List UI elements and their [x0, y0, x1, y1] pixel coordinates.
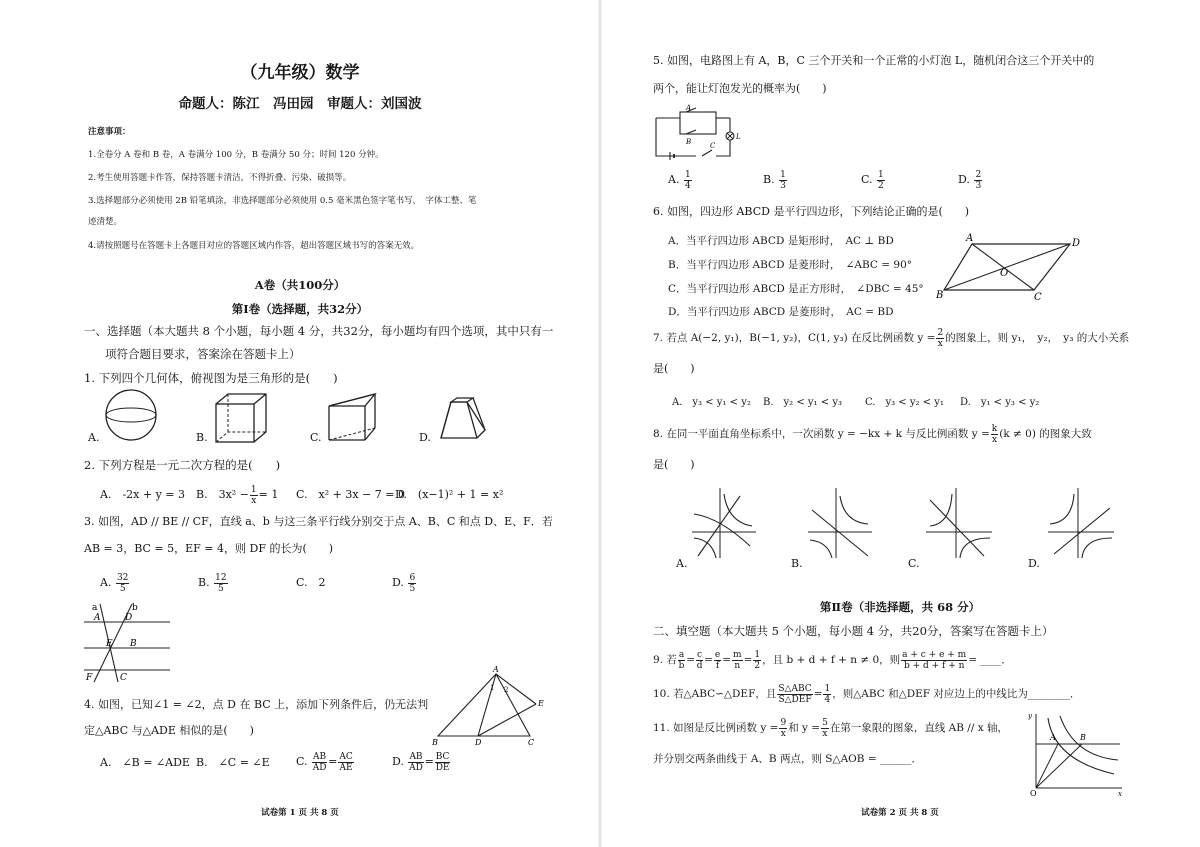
- q4-option-c-label: C.: [296, 755, 308, 768]
- frustum-figure: [437, 396, 489, 444]
- q4-fig-label-A: A: [493, 665, 499, 674]
- q9-f6n: a + c + e + m: [902, 649, 967, 660]
- q7-option-c: C. y₃ < y₂ < y₁: [865, 397, 944, 408]
- q5-option-b: [763, 166, 788, 194]
- q4-fig-label-C: C: [528, 738, 535, 747]
- q4-d-den1: AD: [409, 762, 423, 773]
- q3-option-b: [198, 570, 229, 596]
- q9-f2n: c: [697, 649, 703, 660]
- q5-line-2: 两个，能让灯泡发光的概率为( ): [653, 82, 827, 95]
- q3-option-d-fraction: [408, 573, 416, 594]
- q5-option-d: [958, 166, 983, 194]
- q4-c-num1: AB: [313, 751, 327, 762]
- q2-option-a: A. -2x + y = 3: [100, 488, 185, 501]
- q9-frac-4: [732, 650, 743, 671]
- q4-d-num1: AB: [409, 751, 423, 762]
- q1-stem: 1. 下列四个几何体，俯视图为是三角形的是( ): [84, 371, 338, 385]
- q4-fig-label-D: D: [475, 738, 482, 747]
- q8-graph-c: [924, 486, 996, 560]
- q1-option-b-label: B.: [196, 431, 208, 444]
- q4-c-num2: AC: [339, 751, 353, 762]
- q4-option-b: B. ∠C = ∠E: [196, 756, 270, 769]
- q5-d-fraction: [974, 170, 982, 191]
- q10-frac-1: [777, 684, 812, 705]
- notice-line-5: 4.请按照题号在答题卡上各题目对应的答题区域内作答，超出答题区域书写的答案无效。: [88, 241, 420, 251]
- q10-suffix: ，则△ABC 和△DEF 对应边上的中线比为________．: [832, 688, 1081, 700]
- q8-graph-a: [690, 486, 760, 560]
- q4-d-fraction-2: [435, 752, 451, 773]
- q3-option-a-label: A.: [100, 576, 112, 589]
- q10-fd: S△DEF: [778, 694, 812, 705]
- q2-option-d: D. (x−1)² + 1 = x²: [395, 488, 504, 501]
- q3-option-b-label: B.: [198, 576, 210, 589]
- q6-option-c: C．当平行四边形 ABCD 是正方形时， ∠DBC = 45°: [668, 283, 924, 295]
- q8-frac-den: x: [991, 434, 998, 445]
- q2-option-b-text: B. 3x² −: [196, 488, 249, 501]
- q4-option-a: A. ∠B = ∠ADE: [100, 756, 190, 769]
- q5-d-den: 3: [975, 180, 982, 191]
- q11-f1d: x: [780, 728, 786, 739]
- q3-fig-label-F: F: [86, 673, 93, 683]
- q4-c-eq: =: [328, 755, 338, 768]
- q2-option-b: [196, 482, 278, 508]
- q8-line-2: 是( ): [653, 458, 695, 471]
- q3-d-num: 6: [409, 572, 416, 583]
- q5-option-a-label: A.: [668, 173, 680, 186]
- parallel-lines-figure: [82, 600, 172, 682]
- notice-title: 注意事项：: [88, 127, 131, 137]
- q11-frac-1: [779, 718, 787, 739]
- q9-f4n: m: [733, 649, 742, 660]
- part1-heading: 第Ⅰ卷（选择题，共32分）: [231, 302, 369, 316]
- q4-fig-label-1: 1: [490, 684, 495, 692]
- q3-option-a-fraction: [116, 573, 129, 594]
- q5-option-b-label: B.: [763, 173, 775, 186]
- q6-option-d: D．当平行四边形 ABCD 是菱形时， AC = BD: [668, 306, 894, 318]
- q10-mid: =: [813, 688, 823, 700]
- q9-f6d: b + d + f + n: [903, 660, 965, 671]
- q9-f2d: d: [696, 660, 703, 671]
- q9-f1n: a: [678, 649, 685, 660]
- triangular-prism-figure: [325, 392, 385, 444]
- q4-option-d: [392, 748, 451, 776]
- similar-triangles-figure: [432, 664, 552, 748]
- q9-line: 9. 若 $\frac{a}{b}$ = $\frac{c}{d}$ = $\frac{e}{f}$ = $\frac{m}{n}$ = $\frac{1}{2}$ ，且 b + d + f + n ≠ 0，则 $\frac{a + c + e + m}{b + d + f + n}$ = ____．: [653, 649, 1012, 671]
- exam-page-2: [600, 0, 1200, 847]
- q5-a-fraction: [684, 170, 692, 191]
- q9-frac-3: [714, 650, 721, 671]
- q2-option-b-tail: = 1: [258, 488, 279, 501]
- q1-option-c-label: C.: [310, 431, 322, 444]
- q5-option-d-label: D.: [958, 173, 970, 186]
- q11-f2n: 5: [822, 717, 828, 728]
- q10-f2n: 1: [824, 683, 831, 694]
- q11-line-1: [653, 714, 1008, 742]
- q5-option-c: [861, 166, 886, 194]
- q10-line: [653, 680, 1080, 708]
- q5-a-num: 1: [684, 169, 691, 180]
- q4-fig-label-E: E: [538, 699, 544, 708]
- q8-line-1b: (k ≠ 0) 的图象大致: [999, 428, 1092, 440]
- q11-fig-label-O: O: [1030, 789, 1037, 798]
- q5-option-a: [668, 166, 693, 194]
- q4-d-fraction-1: [408, 752, 423, 773]
- q9-prefix: 9. 若: [653, 654, 677, 666]
- q5-fig-label-L: L: [736, 133, 741, 141]
- q6-fig-label-B: B: [936, 290, 944, 301]
- q9-mid: ，且 b + d + f + n ≠ 0，则: [762, 654, 901, 666]
- fill-intro: 二、填空题（本大题共 5 个小题，每小题 4 分，共20分，答案写在答题卡上）: [653, 624, 1054, 638]
- q5-a-den: 4: [684, 180, 691, 191]
- q2-stem: 2. 下列方程是一元二次方程的是( ): [84, 458, 281, 472]
- q3-b-num: 12: [215, 572, 227, 583]
- q11-fig-label-B: B: [1080, 733, 1086, 742]
- q8-option-c-label: C.: [908, 557, 920, 570]
- q4-d-den2: DE: [435, 762, 450, 773]
- q3-option-d-label: D.: [392, 576, 404, 589]
- q6-fig-label-C: C: [1034, 292, 1042, 303]
- q4-fig-label-B: B: [432, 738, 438, 747]
- q9-suffix: = ____．: [968, 654, 1012, 666]
- q4-option-d-label: D.: [392, 755, 404, 768]
- hyperbola-figure: [1024, 712, 1124, 796]
- q5-c-fraction: [877, 170, 885, 191]
- notice-line-2: 2.考生使用答题卡作答，保持答题卡清洁，不得折叠、污染、破损等。: [88, 173, 352, 183]
- q5-b-den: 3: [780, 180, 786, 191]
- q4-c-fraction-1: [312, 752, 327, 773]
- q7-option-b: B. y₂ < y₁ < y₃: [763, 397, 842, 408]
- q5-c-den: 2: [878, 180, 884, 191]
- q3-option-d: [392, 570, 417, 596]
- q8-graph-b: [806, 486, 876, 560]
- q5-fig-label-C: C: [710, 142, 716, 150]
- q5-line-1: 5. 如图，电路图上有 A，B，C 三个开关和一个正常的小灯泡 L，随机闭合这三个开关中的: [653, 54, 1095, 67]
- q9-f3d: f: [715, 660, 720, 671]
- q2-option-c: C. x² + 3x − 7 = 0: [296, 488, 405, 501]
- q6-option-a: A．当平行四边形 ABCD 是矩形时， AC ⊥ BD: [668, 235, 894, 247]
- q4-c-fraction-2: [338, 752, 353, 773]
- q7-line-1a: 7. 若点 A(−2, y₁)，B(−1, y₂)，C(1, y₃) 在反比例函数 y =: [653, 332, 936, 344]
- q4-fig-label-2: 2: [504, 686, 509, 694]
- q3-line-2: AB = 3，BC = 5，EF = 4，则 DF 的长为( ): [84, 542, 334, 555]
- sphere-figure: [100, 388, 166, 444]
- q3-fig-label-C: C: [120, 673, 127, 683]
- q11-mid: 和 y =: [788, 722, 821, 734]
- q8-frac-num: k: [991, 423, 998, 434]
- q7-frac-den: x: [937, 338, 943, 349]
- q10-fn: S△ABC: [778, 683, 812, 694]
- q1-option-a-label: A.: [88, 431, 100, 444]
- q7-fraction: [936, 328, 944, 349]
- q2-frac-num: 1: [250, 484, 257, 495]
- q6-fig-label-O: O: [1000, 268, 1009, 279]
- section-a-heading: A卷（共100分）: [254, 278, 346, 292]
- q11-line-2: 并分别交两条曲线于 A、B 两点，则 S△AOB = ______．: [653, 753, 922, 765]
- q5-fig-label-A: A: [686, 104, 692, 112]
- q3-fig-label-A: A: [94, 613, 101, 623]
- q9-frac-1: [678, 650, 685, 671]
- q11-fig-label-x: x: [1118, 790, 1122, 798]
- q4-c-den2: AE: [339, 762, 353, 773]
- q3-fig-label-D: D: [125, 613, 133, 623]
- q5-fig-label-B: B: [686, 138, 692, 146]
- q7-line-1: [653, 324, 1129, 352]
- q2-option-b-fraction: [250, 485, 258, 506]
- q3-a-den: 5: [119, 583, 126, 594]
- q4-d-eq: =: [424, 755, 434, 768]
- q5-b-num: 1: [780, 169, 786, 180]
- q3-d-den: 5: [409, 583, 416, 594]
- exam-title: （九年级）数学: [240, 63, 360, 83]
- q9-frac-6: [901, 650, 967, 671]
- exam-authors: 命题人：陈江 冯田园 审题人：刘国波: [178, 96, 422, 112]
- q11-line-1b: 在第一象限的图象，直线 AB // x 轴，: [829, 722, 1008, 734]
- q9-f4d: n: [734, 660, 741, 671]
- q2-frac-den: x: [251, 495, 257, 506]
- q9-f1d: b: [678, 660, 685, 671]
- q9-f5n: 1: [754, 649, 761, 660]
- q1-option-d-label: D.: [419, 431, 431, 444]
- cube-figure: [210, 390, 270, 446]
- q9-frac-2: [696, 650, 703, 671]
- q6-stem: 6. 如图，四边形 ABCD 是平行四边形，下列结论正确的是( ): [653, 205, 970, 218]
- q4-c-den1: AD: [312, 762, 327, 773]
- page1-footer: 试卷第 1 页 共 8 页: [261, 808, 339, 818]
- q5-c-num: 1: [878, 169, 884, 180]
- q11-fig-label-A: A: [1050, 733, 1056, 742]
- q11-f2d: x: [822, 728, 828, 739]
- mc-intro-line-1: 一、选择题（本大题共 8 个小题，每小题 4 分，共32分，每小题均有四个选项，其中只有一: [84, 324, 554, 338]
- q8-line-1: [653, 420, 1092, 448]
- q11-fig-label-y: y: [1028, 712, 1032, 720]
- q8-fraction: [991, 424, 998, 445]
- q10-frac-2: [823, 684, 831, 705]
- q3-line-1: 3. 如图，AD // BE // CF，直线 a、b 与这三条平行线分别交于点 A、B、C 和点 D、E、F．若: [84, 515, 553, 528]
- q3-option-a: [100, 570, 130, 596]
- q3-option-b-fraction: [214, 573, 227, 594]
- circuit-figure: [650, 106, 746, 162]
- q6-fig-label-A: A: [966, 233, 974, 244]
- q4-option-c: [296, 748, 355, 776]
- notice-line-1: 1.全卷分 A 卷和 B 卷，A 卷满分 100 分，B 卷满分 50 分；时间 120 分钟。: [88, 150, 384, 160]
- q9-frac-5: [753, 650, 761, 671]
- q6-option-b: B．当平行四边形 ABCD 是菱形时， ∠ABC = 90°: [668, 259, 912, 271]
- q9-f5d: 2: [754, 660, 761, 671]
- q3-option-c: C. 2: [296, 576, 326, 589]
- q5-d-num: 2: [975, 169, 982, 180]
- mc-intro-line-2: 项符合题目要求，答案涂在答题卡上）: [105, 347, 301, 361]
- q4-line-2: 定△ABC 与△ADE 相似的是( ): [84, 724, 254, 737]
- part2-heading: 第Ⅱ卷（非选择题，共 68 分）: [819, 600, 981, 614]
- q7-line-1b: 的图象上，则 y₁， y₂， y₃ 的大小关系: [945, 332, 1130, 344]
- q11-f1n: 9: [780, 717, 787, 728]
- q5-b-fraction: [779, 170, 787, 191]
- q10-f2d: 4: [824, 694, 831, 705]
- q4-d-num2: BC: [435, 751, 450, 762]
- q3-fig-label-E: E: [106, 639, 113, 649]
- q5-option-c-label: C.: [861, 173, 873, 186]
- q8-option-b-label: B.: [791, 557, 803, 570]
- q3-fig-label-B: B: [130, 639, 137, 649]
- q7-frac-num: 2: [937, 327, 944, 338]
- q3-fig-label-b: b: [132, 603, 138, 613]
- notice-line-3: 3.选择题部分必须使用 2B 铅笔填涂，非选择题部分必须使用 0.5 毫米黑色签字笔书写， 字体工整、笔: [88, 196, 477, 206]
- q11-frac-2: [821, 718, 829, 739]
- q8-option-d-label: D.: [1028, 557, 1040, 570]
- q11-line-1a: 11. 如图是反比例函数 y =: [653, 722, 779, 734]
- q7-line-2: 是( ): [653, 362, 695, 375]
- q8-option-a-label: A.: [676, 557, 688, 570]
- q4-line-1: 4. 如图，已知∠1 = ∠2，点 D 在 BC 上，添加下列条件后，仍无法判: [84, 698, 429, 711]
- parallelogram-figure: [936, 232, 1084, 302]
- q7-option-a: A. y₃ < y₁ < y₂: [672, 397, 751, 408]
- notice-line-4: 迹清楚。: [88, 217, 123, 227]
- q6-fig-label-D: D: [1072, 238, 1081, 249]
- q9-f3n: e: [714, 649, 721, 660]
- q10-prefix: 10. 若△ABC∽△DEF，且: [653, 688, 777, 700]
- q3-fig-label-a: a: [92, 603, 98, 613]
- q7-option-d: D. y₁ < y₃ < y₂: [960, 397, 1040, 408]
- q8-line-1a: 8. 在同一平面直角坐标系中，一次函数 y = −kx + k 与反比例函数 y =: [653, 428, 990, 440]
- page2-footer: 试卷第 2 页 共 8 页: [861, 808, 939, 818]
- q3-b-den: 5: [217, 583, 224, 594]
- q8-graph-d: [1046, 486, 1118, 560]
- q3-a-num: 32: [116, 572, 129, 583]
